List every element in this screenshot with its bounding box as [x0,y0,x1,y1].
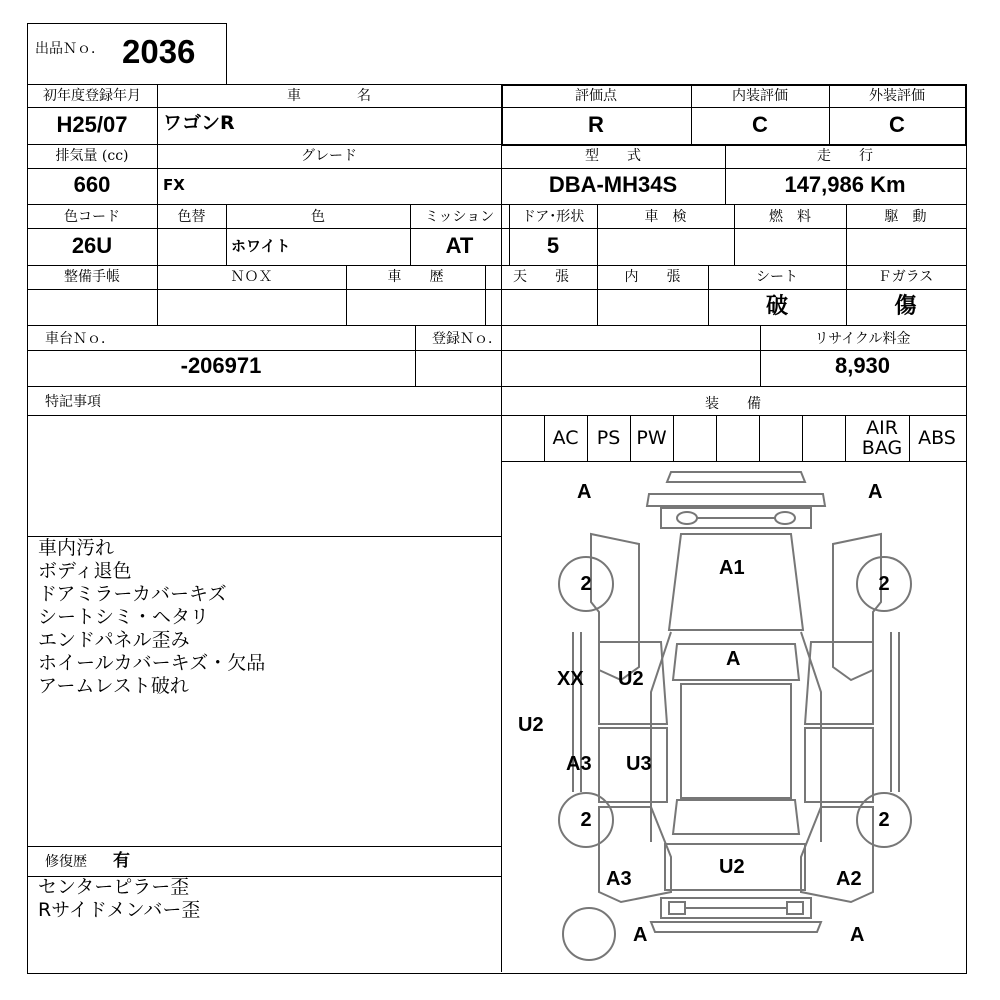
mark-left-front-door-a: XX [557,668,584,690]
color-value: ホワイト [231,237,291,255]
tire-rear-right: 2 [878,809,890,831]
displacement-label: 排気量 (cc) [55,148,129,164]
color-label: 色 [311,209,325,225]
mark-rear-right-corner: A [850,924,865,946]
door-value: 5 [546,233,560,258]
remark-line: シートシミ・ヘタリ [38,606,210,628]
mark-left-front-door-b: U2 [618,668,644,690]
recycle-fee-value: 8,930 [834,353,891,378]
tire-front-right: 2 [878,573,890,595]
model-value: DBA-MH34S [548,172,678,197]
mark-front-right-corner: A [868,481,883,503]
mission-value: AT [445,233,474,258]
equip-ps: PS [596,427,621,449]
remark-line: ホイールカバーキズ・欠品 [38,652,266,674]
seat-label: シート [756,269,798,285]
drive-label: 駆 動 [884,209,927,225]
equip-ac: AC [552,427,579,449]
mission-label: ミッション [424,209,495,225]
history-label: 車 歴 [387,269,444,285]
equip-pw: PW [636,427,667,449]
tire-front-left: 2 [580,573,592,595]
remark-line: 車内汚れ [38,537,115,559]
exterior-label: 外装評価 [869,88,925,104]
car-name-value: ワゴンR [163,112,235,134]
chassis-value: -206971 [180,353,262,378]
chassis-label: 車台Ｎｏ． [45,331,115,347]
score-value: R [588,112,604,137]
repaint-label: 色替 [177,209,206,225]
mark-roof: A [726,648,741,670]
equipment-label: 装 備 [705,396,761,412]
mark-trunk: U2 [719,856,745,878]
mark-left-rocker: U2 [518,714,544,736]
equip-airbag: AIR BAG [861,417,903,459]
seat-value: 破 [765,294,788,319]
grade-value: FX [163,176,185,194]
door-label: ドア･形状 [521,209,585,225]
tire-rear-left: 2 [580,809,592,831]
fuel-label: 燃 料 [769,209,811,225]
remark-line: エンドパネル歪み [38,629,190,651]
maintenance-label: 整備手帳 [64,269,120,285]
interior-value: C [752,112,768,137]
grade-label: グレード [301,148,357,164]
mark-left-rear-door-b: U3 [626,753,652,775]
color-code-value: 26U [71,233,113,258]
repair-list [38,876,200,922]
mileage-value: 147,986 Km [784,172,906,197]
inner-trim-label: 内 張 [624,269,681,285]
mark-rear-left-quarter: A3 [606,868,632,890]
registration-label: 初年度登録年月 [43,88,141,104]
mark-front-left-corner: A [577,481,592,503]
repair-line: センターピラー歪 [38,876,190,898]
mark-left-rear-door-a: A3 [566,753,592,775]
repair-value: 有 [113,851,130,871]
remarks-list [38,537,265,698]
color-code-label: 色コード [64,209,120,225]
recycle-fee-label: リサイクル料金 [814,331,911,347]
score-label: 評価点 [575,88,617,104]
registration-no-label: 登録Ｎｏ． [432,331,502,347]
front-glass-value: 傷 [894,294,917,319]
equip-abs: ABS [918,427,956,449]
remark-line: ドアミラーカバーキズ [38,583,227,605]
mark-rear-left-corner: A [633,924,648,946]
remarks-label: 特記事項 [45,394,101,410]
car-diagram [501,462,965,970]
lot-label: 出品Ｎｏ． [35,41,105,57]
mark-hood: A1 [719,557,745,579]
repair-label: 修復歴 [45,854,87,870]
nox-label: ＮＯＸ [230,269,273,285]
interior-label: 内装評価 [732,88,788,104]
lot-number: 2036 [122,33,196,70]
displacement-value: 660 [73,172,111,197]
mark-rear-right-quarter: A2 [836,868,862,890]
ceiling-label: 天 張 [513,269,569,285]
registration-value: H25/07 [56,112,128,137]
remark-line: ボディ退色 [38,560,132,582]
exterior-value: C [889,112,905,137]
inspection-label: 車 検 [644,209,687,225]
remark-line: アームレスト破れ [38,675,189,697]
repair-line: Rサイドメンバー歪 [38,899,201,921]
front-glass-label: Ｆガラス [877,269,934,285]
mileage-label: 走 行 [817,148,873,164]
car-name-label: 車 名 [287,88,371,104]
model-label: 型 式 [585,148,641,164]
